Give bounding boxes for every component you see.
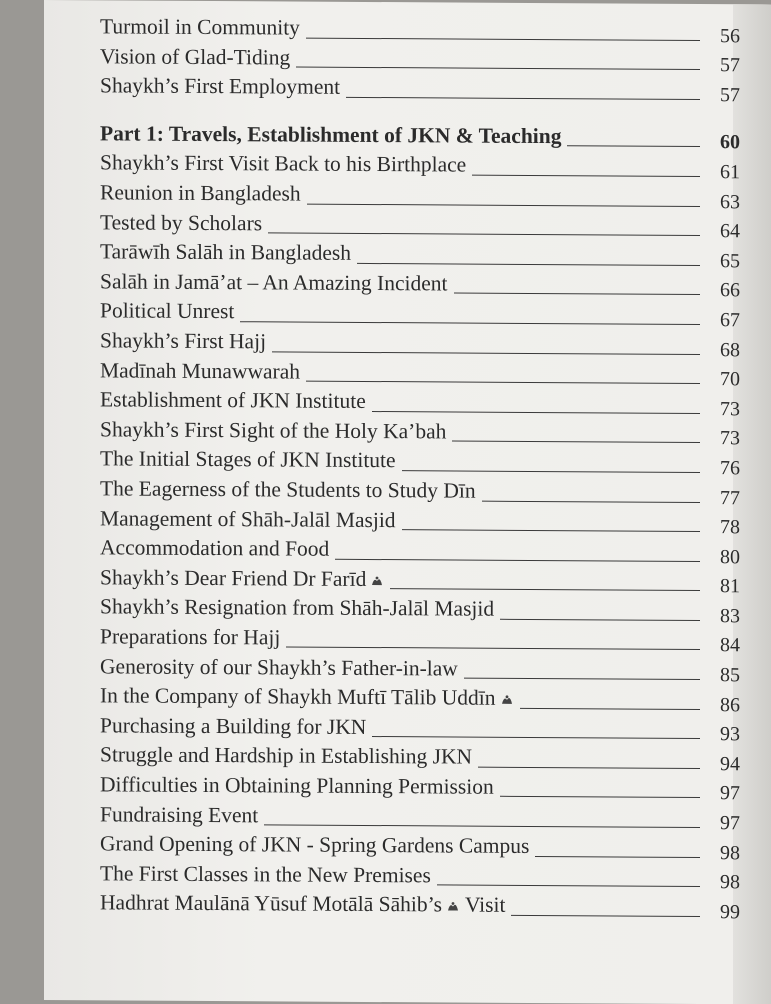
entry-title-suffix: Visit [464,892,506,918]
leader-line [307,203,700,206]
toc-entry [100,741,740,775]
toc-entry [100,800,740,834]
entry-title [100,387,366,417]
entry-title [100,209,263,238]
leader-line [306,37,700,40]
entry-title [100,685,514,713]
entry-title [100,73,341,103]
page-number: 81 [720,575,740,598]
entry-title [100,330,266,357]
page-number: 67 [720,309,740,332]
honorific-icon [500,694,514,706]
leader-line [567,146,700,148]
leader-line [452,441,700,444]
page-number: 80 [720,545,740,568]
page-number: 94 [720,752,740,776]
entry-title [100,357,301,387]
entry-title [100,239,352,269]
page-number: 85 [720,664,740,687]
page-number: 84 [720,634,740,657]
page-number: 64 [720,220,740,243]
entry-title-text: Difficulties in Obtaining Planning Permission [100,772,494,799]
toc-entry [100,149,740,183]
entry-title [100,182,301,209]
toc-entry [100,297,740,331]
leader-line [402,529,700,532]
entry-title [100,715,366,742]
leader-line [372,411,700,414]
toc-entry [100,474,740,508]
book-page [44,0,771,1004]
toc-entry [100,415,740,449]
entry-title-text: Tarāwīh Salāh in Bangladesh [100,239,352,266]
page-number: 68 [720,338,740,361]
entry-title-text: Political Unrest [100,298,235,324]
leader-line [372,736,700,739]
entry-title [100,16,300,43]
toc-entry [100,385,740,419]
page-number: 66 [720,279,740,302]
page-number: 78 [720,516,740,539]
page-number: 99 [720,900,740,924]
toc-entry [100,770,740,804]
page-number: 93 [720,723,740,746]
toc-entry [100,445,740,479]
toc-entry [100,622,740,656]
toc-entry [100,178,740,212]
leader-line [482,500,700,502]
leader-line [390,588,700,591]
leader-line [472,175,700,177]
page-number: 70 [720,368,740,391]
toc-entry [100,504,740,538]
toc-entry [100,208,740,242]
entry-title [100,46,290,73]
toc-entry [100,533,740,567]
entry-title-text: Grand Opening of JKN - Spring Gardens Campus [100,831,530,859]
part-title [100,123,561,151]
entry-title-text: Shaykh’s First Hajj [100,328,267,354]
toc-entry [100,829,740,863]
page-number: 97 [720,782,740,805]
toc-entry [100,681,740,715]
page-number: 73 [720,397,740,420]
entry-title-text: Fundraising Event [100,801,259,827]
entry-title-text: Accommodation and Food [100,535,330,561]
leader-line [437,885,700,888]
part-heading-row [100,119,740,153]
entry-title [100,505,396,535]
leader-line [511,915,700,917]
entry-title-text: Preparations for Hajj [100,624,281,650]
entry-title-text: In the Company of Shaykh Muftī Tālib Uddīn [100,683,496,710]
leader-line [268,233,700,237]
entry-title-text: The First Classes in the New Premises [100,861,431,888]
page-number: 60 [720,131,740,154]
entry-title-text: Shaykh’s Resignation from Shāh-Jalāl Masjid [100,594,495,622]
leader-line [454,293,701,296]
entry-title-text: Tested by Scholars [100,209,263,235]
toc-entry [100,267,740,301]
entry-title [100,419,446,447]
toc-entry [100,563,740,597]
toc-entry [100,326,740,360]
page-number: 76 [720,457,740,480]
toc-entry [100,237,740,271]
entry-title [100,150,467,181]
honorific-icon [370,575,384,587]
entry-title-text: Shaykh’s First Visit Back to his Birthplace [100,150,467,178]
entry-title-text: Turmoil in Community [100,14,300,40]
leader-line [500,796,700,798]
entry-title-text: Shaykh’s Dear Friend Dr Farīd [100,565,367,591]
leader-line [500,619,700,621]
leader-line [335,558,700,561]
page-number: 83 [720,605,740,628]
honorific-icon [446,901,460,913]
entry-title [100,535,330,565]
entry-title [100,567,384,594]
entry-title-text: Salāh in Jamā’at – An Amazing Incident [100,269,448,296]
entry-title-text: Vision of Glad-Tiding [100,44,291,70]
page-number: 77 [720,486,740,509]
page-number: 57 [720,54,740,77]
entry-title-text: Management of Shāh-Jalāl Masjid [100,505,396,532]
toc-entry [100,593,740,627]
page-number: 98 [720,871,740,894]
toc-entry [100,42,740,76]
entry-title-text: Purchasing a Building for JKN [100,713,367,739]
page-number: 63 [720,190,740,213]
leader-line [296,67,700,70]
entry-title-text: Shaykh’s First Employment [100,73,341,100]
entry-title [100,801,259,830]
page-number: 98 [720,841,740,864]
entry-title [100,742,473,773]
leader-line [535,856,700,858]
leader-line [264,824,700,828]
leader-line [478,766,700,768]
entry-title-text: Part 1: Travels, Establishment of JKN & Teaching [100,121,562,149]
toc-entry [100,72,740,106]
entry-title [100,833,529,861]
toc-entry [100,711,740,745]
entry-title [100,653,458,684]
page-number: 65 [720,249,740,273]
leader-line [520,708,700,710]
entry-title-text: The Initial Stages of JKN Institute [100,446,396,473]
leader-line [357,263,700,266]
leader-line [464,678,700,680]
page-number: 73 [720,427,740,450]
entry-title [100,774,494,802]
toc-entry [100,889,740,923]
leader-line [240,321,700,325]
page-number: 61 [720,161,740,184]
leader-line [272,351,700,355]
page-number: 97 [720,812,740,835]
leader-line [286,647,700,651]
table-of-contents [100,12,740,922]
page-number: 57 [720,83,740,107]
entry-title-text: Establishment of JKN Institute [100,387,366,414]
page-number: 86 [720,693,740,716]
entry-title [100,863,431,891]
entry-title-text: The Eagerness of the Students to Study Dīn [100,476,476,503]
page-number: 56 [720,24,740,47]
entry-title [100,446,396,476]
entry-title [100,626,280,653]
entry-title-text: Generosity of our Shaykh’s Father-in-law [100,653,458,681]
toc-entry [100,12,740,46]
entry-title [100,271,448,299]
entry-title-text: Reunion in Bangladesh [100,180,301,206]
leader-line [402,470,700,473]
toc-entry [100,652,740,686]
entry-title [100,298,235,327]
entry-title-text: Struggle and Hardship in Establishing JKN [100,742,473,769]
entry-title [100,594,495,625]
toc-entry [100,356,740,390]
entry-title-text: Hadhrat Maulānā Yūsuf Motālā Sāhib’s [100,890,442,917]
leader-line [346,97,700,100]
entry-title [100,890,506,921]
leader-line [306,381,700,384]
entry-title-text: Shaykh’s First Sight of the Holy Ka’bah [100,417,447,444]
toc-entry [100,859,740,893]
entry-title [100,478,476,506]
entry-title-text: Madīnah Munawwarah [100,357,301,384]
